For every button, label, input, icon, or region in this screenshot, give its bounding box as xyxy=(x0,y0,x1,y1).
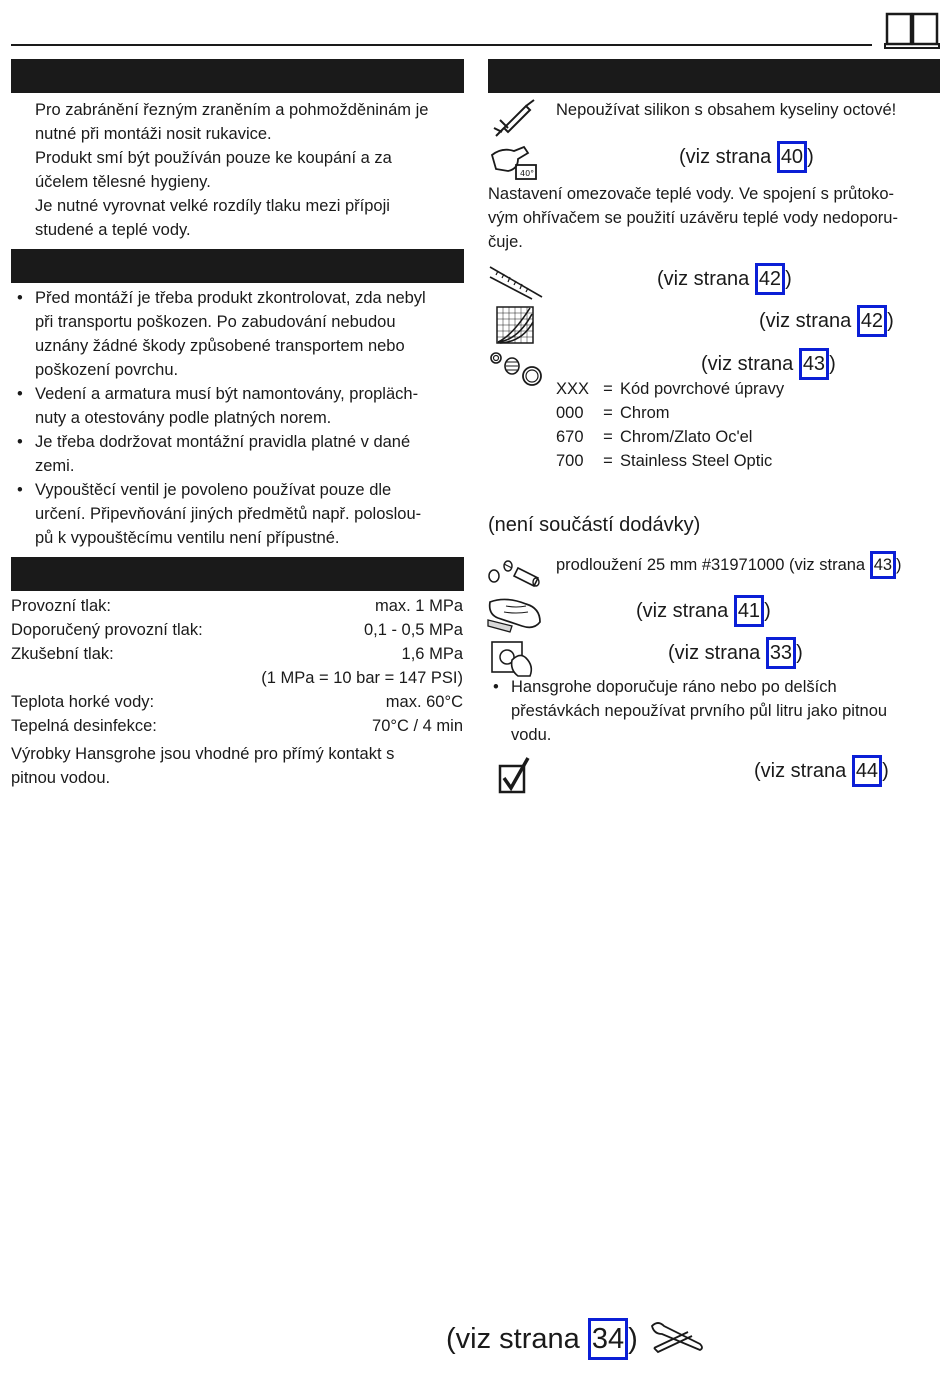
tech-row xyxy=(11,642,463,666)
tech-value: max. 60°C xyxy=(385,693,463,711)
safety-line: nutné při montáži nosit rukavice. xyxy=(35,125,272,143)
page-link-43[interactable]: 43 xyxy=(870,551,896,579)
section-bar-technical xyxy=(11,557,464,591)
finish-codes xyxy=(556,377,784,473)
tech-row xyxy=(11,714,463,738)
safety-line: Je nutné vyrovnat velké rozdíly tlaku mezi přípoji xyxy=(35,197,390,215)
tech-value: 0,1 - 0,5 MPa xyxy=(363,621,463,639)
svg-text:40°: 40° xyxy=(520,169,535,178)
tech-label: Provozní tlak: xyxy=(11,597,111,615)
extension-ref[interactable] xyxy=(556,551,902,579)
ruler-dimensions-icon xyxy=(488,263,544,301)
code: 670 xyxy=(556,428,584,446)
list-line: zemi. xyxy=(35,457,75,475)
list-line: pů k vypouštěcímu ventilu není přípustné. xyxy=(35,529,340,547)
code-eq: = xyxy=(603,452,613,470)
bullet-icon: • xyxy=(17,289,23,307)
tech-value: 70°C / 4 min xyxy=(372,717,463,735)
list-line: poškození povrchu. xyxy=(35,361,179,379)
spare-parts-icon xyxy=(488,348,544,388)
list-item xyxy=(17,478,465,550)
safety-line: studené a teplé vody. xyxy=(35,221,191,239)
tech-value: 1,6 MPa xyxy=(401,645,463,663)
open-book-icon xyxy=(884,10,940,50)
adjust-text xyxy=(488,182,940,254)
tech-value: max. 1 MPa xyxy=(374,597,463,615)
ref-suffix: ) xyxy=(796,642,803,664)
tech-label: Zkušební tlak: xyxy=(11,645,114,663)
page-ref-42a[interactable] xyxy=(657,263,792,295)
tech-row xyxy=(11,666,463,690)
section-bar-notes xyxy=(488,59,940,93)
page-link-42[interactable]: 42 xyxy=(755,263,785,295)
tech-label: Tepelná desinfekce: xyxy=(11,717,157,735)
code: 000 xyxy=(556,404,584,422)
list-line: uznány žádné škody způsobené transportem nebo xyxy=(35,337,405,355)
note-line: přestávkách nepoužívat prvního půl litru jako pitnou xyxy=(511,702,888,720)
safety-line: účelem tělesné hygieny. xyxy=(35,173,211,191)
page-link-40[interactable]: 40 xyxy=(777,141,807,173)
code: XXX xyxy=(556,380,590,398)
page-link-42[interactable]: 42 xyxy=(857,305,887,337)
code-desc: Chrom xyxy=(620,404,670,422)
header-rule xyxy=(11,44,872,46)
tech-label: Doporučený provozní tlak: xyxy=(11,621,203,639)
tech-row xyxy=(11,594,463,618)
hand-operation-icon xyxy=(490,638,538,678)
ref-suffix: ) xyxy=(807,146,814,168)
tech-row xyxy=(11,618,463,642)
list-line: nuty a otestovány podle platných norem. xyxy=(35,409,332,427)
bullet-icon: • xyxy=(17,385,23,403)
code-row xyxy=(556,425,784,449)
safety-text xyxy=(35,98,465,242)
code-desc: Kód povrchové úpravy xyxy=(620,380,785,398)
ref-suffix: ) xyxy=(628,1323,638,1355)
tech-note xyxy=(11,742,463,790)
note-line: Hansgrohe doporučuje ráno nebo po delších xyxy=(511,678,837,696)
list-line: určení. Připevňování jiných předmětů např. poloslou- xyxy=(35,505,422,523)
ref-suffix: ) xyxy=(887,310,894,332)
hansgrohe-note xyxy=(493,675,941,747)
code-desc: Stainless Steel Optic xyxy=(620,452,773,470)
list-line: Vedení a armatura musí být namontovány, propläch- xyxy=(35,385,419,403)
adjust-line: čuje. xyxy=(488,233,523,251)
page-link-33[interactable]: 33 xyxy=(766,637,796,669)
page-link-34[interactable]: 34 xyxy=(588,1318,628,1360)
mounting-list xyxy=(17,286,465,550)
note-line: pitnou vodou. xyxy=(11,769,111,787)
silicone-warning: Nepoužívat silikon s obsahem kyseliny octové! xyxy=(556,101,897,119)
silicone-gun-icon xyxy=(490,98,538,140)
ref-prefix: (viz strana xyxy=(759,310,857,332)
code-eq: = xyxy=(603,380,613,398)
page-ref-33[interactable] xyxy=(668,637,803,669)
list-line: při transportu poškozen. Po zabudování nebudou xyxy=(35,313,396,331)
adjust-line: Nastavení omezovače teplé vody. Ve spojení s průtoko- xyxy=(488,185,895,203)
page-ref-41[interactable] xyxy=(636,595,771,627)
page-link-44[interactable]: 44 xyxy=(852,755,882,787)
list-line: Vypouštěcí ventil je povoleno používat pouze dle xyxy=(35,481,392,499)
ref-prefix: (viz strana xyxy=(754,760,852,782)
footer-page-ref[interactable] xyxy=(446,1318,638,1360)
code-desc: Chrom/Zlato Oc'el xyxy=(620,428,753,446)
note-line: vodu. xyxy=(511,726,552,744)
list-item xyxy=(17,382,465,430)
page-ref-42b[interactable] xyxy=(759,305,894,337)
code-eq: = xyxy=(603,428,613,446)
test-certificate-icon xyxy=(498,756,532,796)
adjust-line: vým ohřívačem se použití uzávěru teplé vody nedoporu- xyxy=(488,209,898,227)
list-item xyxy=(493,675,941,747)
bullet-icon: • xyxy=(493,678,499,696)
bullet-icon: • xyxy=(17,481,23,499)
safety-line: Pro zabránění řezným zraněním a pohmožděninám je xyxy=(35,101,429,119)
page-link-43[interactable]: 43 xyxy=(799,348,829,380)
safety-line: Produkt smí být používán pouze ke koupání a za xyxy=(35,149,392,167)
ref-suffix: ) xyxy=(785,268,792,290)
not-included-heading: (není součástí dodávky) xyxy=(488,514,701,536)
ref-suffix: ) xyxy=(764,600,771,622)
wrench-screwdriver-icon xyxy=(648,1318,706,1356)
section-bar-mounting xyxy=(11,249,464,283)
ref-prefix: (viz strana xyxy=(446,1323,588,1355)
bullet-icon: • xyxy=(17,433,23,451)
list-item xyxy=(17,286,465,382)
list-item xyxy=(17,430,465,478)
extension-text: prodloužení 25 mm #31971000 (viz strana xyxy=(556,556,870,574)
page-ref-40[interactable] xyxy=(679,141,814,173)
code-row xyxy=(556,401,784,425)
ref-prefix: (viz strana xyxy=(679,146,777,168)
tech-table xyxy=(11,594,463,790)
code-eq: = xyxy=(603,404,613,422)
page-ref-43a[interactable] xyxy=(701,348,836,380)
tech-label: Teplota horké vody: xyxy=(11,693,155,711)
list-line: Před montáží je třeba produkt zkontrolovat, zda nebyl xyxy=(35,289,426,307)
hand-thermometer-icon xyxy=(488,141,540,183)
code-row xyxy=(556,449,784,473)
page-link-41[interactable]: 41 xyxy=(734,595,764,627)
extension-parts-icon xyxy=(486,554,544,590)
tech-row xyxy=(11,690,463,714)
section-bar-safety xyxy=(11,59,464,93)
flow-diagram-icon xyxy=(496,306,534,344)
code-row xyxy=(556,377,784,401)
ref-prefix: (viz strana xyxy=(668,642,766,664)
hand-cleaning-icon xyxy=(486,596,544,634)
page-ref-44[interactable] xyxy=(754,755,889,787)
tech-value: (1 MPa = 10 bar = 147 PSI) xyxy=(261,669,463,687)
list-line: Je třeba dodržovat montážní pravidla platné v dané xyxy=(35,433,411,451)
ref-prefix: (viz strana xyxy=(657,268,755,290)
ref-suffix: ) xyxy=(829,353,836,375)
ref-suffix: ) xyxy=(896,556,902,574)
note-line: Výrobky Hansgrohe jsou vhodné pro přímý kontakt s xyxy=(11,745,395,763)
code: 700 xyxy=(556,452,584,470)
ref-prefix: (viz strana xyxy=(636,600,734,622)
ref-suffix: ) xyxy=(882,760,889,782)
ref-prefix: (viz strana xyxy=(701,353,799,375)
